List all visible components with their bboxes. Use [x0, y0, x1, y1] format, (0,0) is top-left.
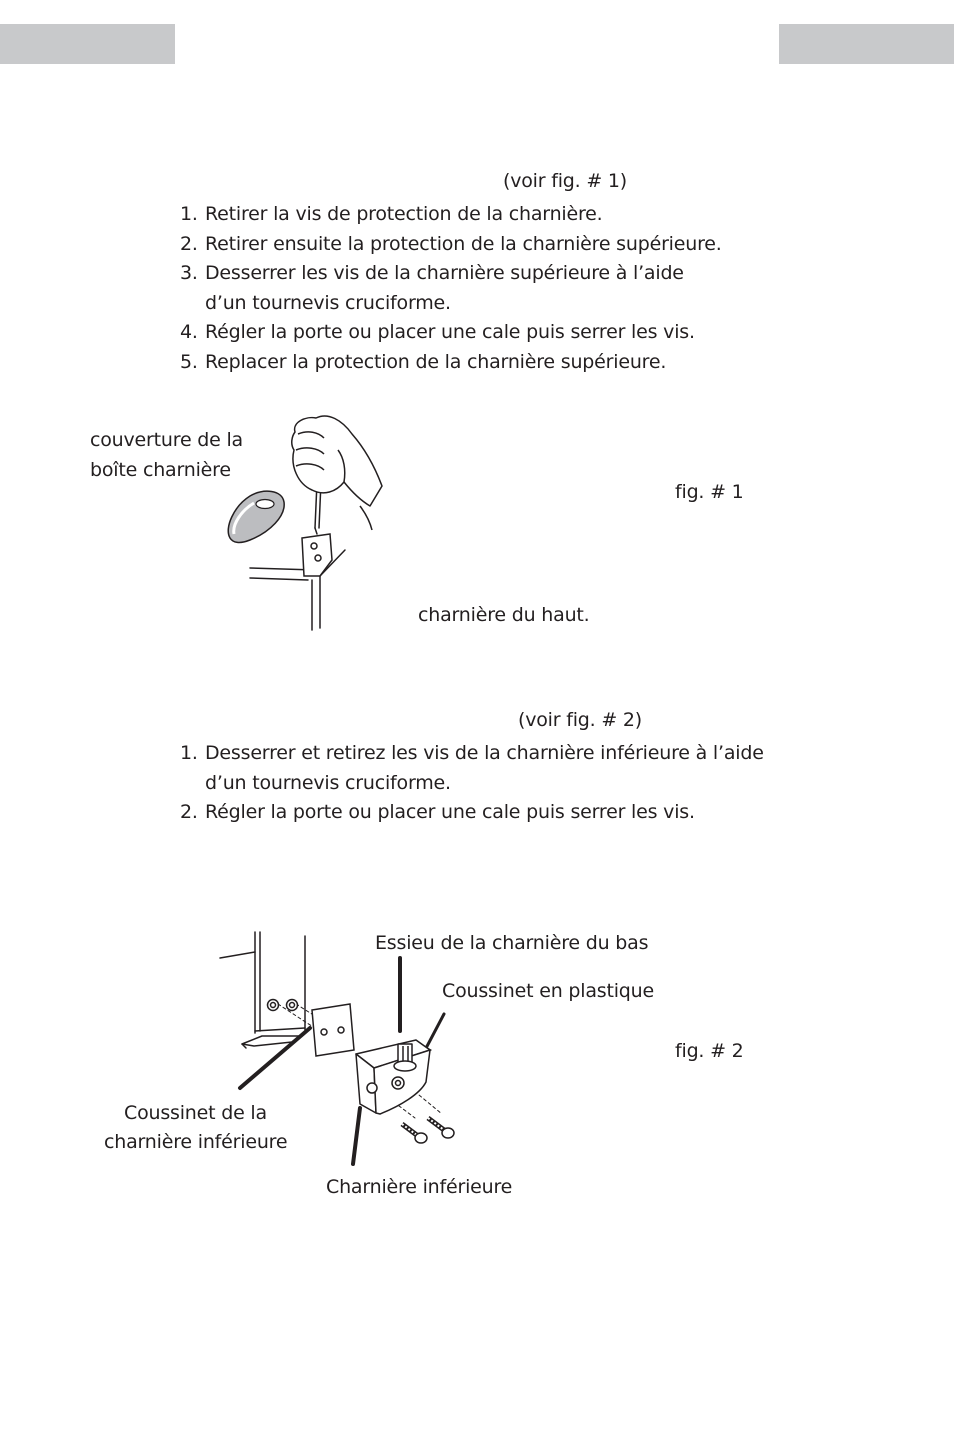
screw-icon: [402, 1118, 454, 1143]
fig2-caption: fig. # 2: [675, 1040, 744, 1062]
list-item: 1. Retirer la vis de protection de la charnière.: [180, 203, 603, 225]
fig1-caption: fig. # 1: [675, 481, 744, 503]
figure2-illustration: [220, 928, 470, 1158]
top-hinge-icon: [302, 534, 332, 576]
section2-figure-reference: (voir fig. # 2): [518, 709, 642, 731]
hinge-cover-icon: [228, 491, 284, 542]
fig1-label-hinge: charnière du haut.: [418, 604, 590, 626]
list-item: 1. Desserrer et retirez les vis de la charnière inférieure à l’aide d’un tournevis cruciforme.: [180, 742, 764, 794]
bottom-hinge-icon: [356, 1040, 430, 1114]
fig2-label-pad-line2: charnière inférieure: [104, 1131, 288, 1153]
figure1-illustration: [220, 410, 400, 635]
fig2-label-axle: Essieu de la charnière du bas: [375, 932, 649, 954]
section2-steps: [180, 739, 764, 828]
section1-steps: [180, 200, 722, 377]
screw-hole-icon: [268, 1000, 298, 1011]
fig2-label-bushing: Coussinet en plastique: [442, 980, 655, 1002]
list-item: 5. Replacer la protection de la charnière supérieure.: [180, 350, 667, 373]
header-tab-right: [779, 24, 954, 64]
section1-figure-reference: (voir fig. # 1): [503, 170, 627, 192]
list-item: 3. Desserrer les vis de la charnière supérieure à l’aide d’un tournevis cruciforme.: [180, 262, 684, 314]
fig2-label-pad-line1: Coussinet de la: [124, 1102, 267, 1124]
list-item: 2. Régler la porte ou placer une cale puis serrer les vis.: [180, 801, 695, 823]
hand-icon: [292, 416, 382, 530]
fig1-label-cover-line2: boîte charnière: [90, 459, 231, 481]
fig2-label-hinge: Charnière inférieure: [326, 1176, 513, 1198]
list-item: 4. Régler la porte ou placer une cale puis serrer les vis.: [180, 321, 695, 343]
fig1-label-cover-line1: couverture de la: [90, 429, 243, 451]
header-tab-left: [0, 24, 175, 64]
hinge-pad-icon: [312, 1004, 354, 1056]
list-item: 2. Retirer ensuite la protection de la charnière supérieure.: [180, 232, 722, 255]
